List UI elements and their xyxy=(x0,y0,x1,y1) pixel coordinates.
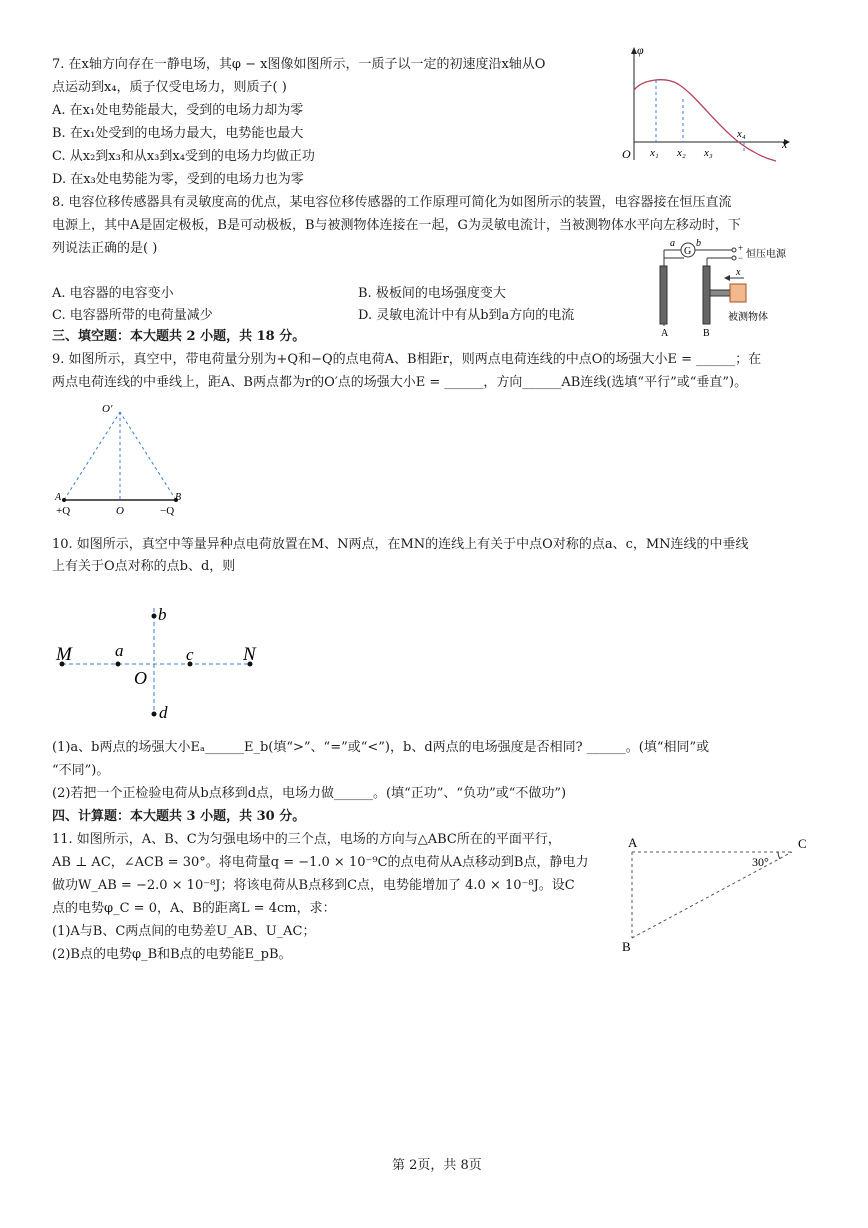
point-b-label: b xyxy=(696,238,701,249)
q9-line2: 两点电荷连线的中垂线上，距A、B两点都为r的O′点的场强大小E = ______，方向______AB连线(选填“平行”或“垂直”)。 xyxy=(52,375,748,390)
graph-x1-label: x₁ xyxy=(650,147,659,159)
section-3-heading: 三、填空题：本大题共 2 小题，共 18 分。 xyxy=(52,329,306,344)
q11-part2: (2)B点的电势φ_B和B点的电势能E_pB。 xyxy=(52,947,292,962)
q8-line3: 列说法正确的是( ) xyxy=(52,241,158,256)
dipole-triangle-diagram xyxy=(54,402,194,522)
graph-x-label: x xyxy=(782,137,788,151)
graph-x2-label: x₂ xyxy=(677,147,686,159)
angle-label: 30° xyxy=(752,855,769,869)
graph-phi-label: φ xyxy=(637,43,644,57)
galvanometer-label: G xyxy=(684,246,692,257)
power-source-label: 恒压电源 xyxy=(746,249,786,260)
q7-option-d: D. 在x₃处电势能为零，受到的电场力也为零 xyxy=(52,172,304,187)
q11-line1: 11. 如图所示，A、B、C为匀强电场中的三个点，电场的方向与△ABC所在的平面平行， xyxy=(52,832,561,847)
q11-part1: (1)A与B、C两点间的电势差U_AB、U_AC； xyxy=(52,924,316,939)
equal-charges-diagram xyxy=(52,598,282,728)
q7-line1: 7. 在x轴方向存在一静电场，其φ − x图像如图所示，一质子以一定的初速度沿x轴从O xyxy=(52,57,546,72)
q10-line2: 上有关于O点对称的点b、d，则 xyxy=(52,559,236,574)
q8-option-a: A. 电容器的电容变小 xyxy=(52,286,174,301)
page-footer: 第 2页，共 8页 xyxy=(392,1158,482,1173)
q10-line1: 10. 如图所示，真空中等量异种点电荷放置在M、N两点，在MN的连线上有关于中点O对称的点a、c，MN连线的中垂线 xyxy=(52,537,749,552)
q8-option-c: C. 电容器所带的电荷量减少 xyxy=(52,308,213,323)
displacement-x-label: x xyxy=(736,267,741,278)
vertex-b-label: B xyxy=(622,939,631,954)
point-b-label: b xyxy=(158,605,167,624)
negative-charge-label: −Q xyxy=(160,505,175,517)
q7-line2: 点运动到x₄，质子仅受电场力，则质子( ) xyxy=(52,80,287,95)
q7-option-b: B. 在x₁处受到的电场力最大，电势能也最大 xyxy=(52,126,304,141)
measured-object-label: 被测物体 xyxy=(728,312,768,323)
plus-terminal: + xyxy=(738,243,744,253)
vertex-a-label: A xyxy=(628,835,638,850)
point-a-label: A xyxy=(55,492,62,503)
q9-line1: 9. 如图所示，真空中，带电荷量分别为+Q和−Q的点电荷A、B相距r，则两点电荷连线的中点O的场强大小E = ______；在 xyxy=(52,352,762,367)
q8-line1: 8. 电容位移传感器具有灵敏度高的优点，某电容位移传感器的工作原理可简化为如图所示的装置，电容器接在恒压直流 xyxy=(52,195,732,210)
point-o-label: O xyxy=(134,668,147,688)
charge-n-label: N xyxy=(243,644,256,665)
q11-line4: 点的电势φ_C = 0，A、B的距离L = 4cm，求： xyxy=(52,901,336,916)
plate-b-label: B xyxy=(703,328,710,339)
positive-charge-label: +Q xyxy=(56,505,71,517)
phi-x-graph xyxy=(604,42,794,182)
point-a-label: a xyxy=(115,641,124,660)
q7-option-c: C. 从x₂到x₃和从x₃到x₄受到的电场力均做正功 xyxy=(52,149,315,164)
q8-line2: 电源上，其中A是固定极板，B是可动极板，B与被测物体连接在一起，G为灵敏电流计，当被测物体水平向左移动时，下 xyxy=(52,218,741,233)
vertex-c-label: C xyxy=(798,836,807,851)
point-c-label: c xyxy=(186,645,194,664)
q7-option-a: A. 在x₁处电势能最大，受到的电场力却为零 xyxy=(52,103,304,118)
q8-option-d: D. 灵敏电流计中有从b到a方向的电流 xyxy=(358,308,575,323)
section-4-heading: 四、计算题：本大题共 3 小题，共 30 分。 xyxy=(52,809,306,824)
q10-part1-line1: (1)a、b两点的场强大小Eₐ______E_b(填“>”、“=”或“<”)，b、d两点的电场强度是否相同? ______。(填“相同”或 xyxy=(52,740,710,755)
q10-part1-line2: “不同”)。 xyxy=(52,763,110,778)
triangle-abc-diagram xyxy=(620,834,820,954)
point-d-label: d xyxy=(159,703,168,722)
q11-line3: 做功W_AB = −2.0 × 10⁻⁸J；将该电荷从B点移到C点，电势能增加了 4.0 × 10⁻⁸J。设C xyxy=(52,878,575,893)
plate-a-label: A xyxy=(661,328,669,339)
point-b-label: B xyxy=(175,492,182,503)
graph-x3-label: x₃ xyxy=(704,147,713,159)
charge-m-label: M xyxy=(56,644,72,665)
q10-part2: (2)若把一个正检验电荷从b点移到d点，电场力做______。(填“正功”、“负功”或“不做功”) xyxy=(52,786,567,801)
graph-x4-label: x₄ xyxy=(737,128,746,140)
capacitor-sensor-diagram xyxy=(652,238,812,338)
midpoint-o-label: O xyxy=(116,505,124,517)
point-a-label: a xyxy=(670,238,675,249)
q11-line2: AB ⊥ AC，∠ACB = 30°。将电荷量q = −1.0 × 10⁻⁹C的点电荷从A点移动到B点，静电力 xyxy=(52,855,589,870)
graph-origin-label: O xyxy=(622,147,631,161)
point-o-prime-label: O′ xyxy=(102,403,113,415)
q8-option-b: B. 极板间的电场强度变大 xyxy=(358,286,506,301)
minus-terminal: − xyxy=(738,253,744,263)
